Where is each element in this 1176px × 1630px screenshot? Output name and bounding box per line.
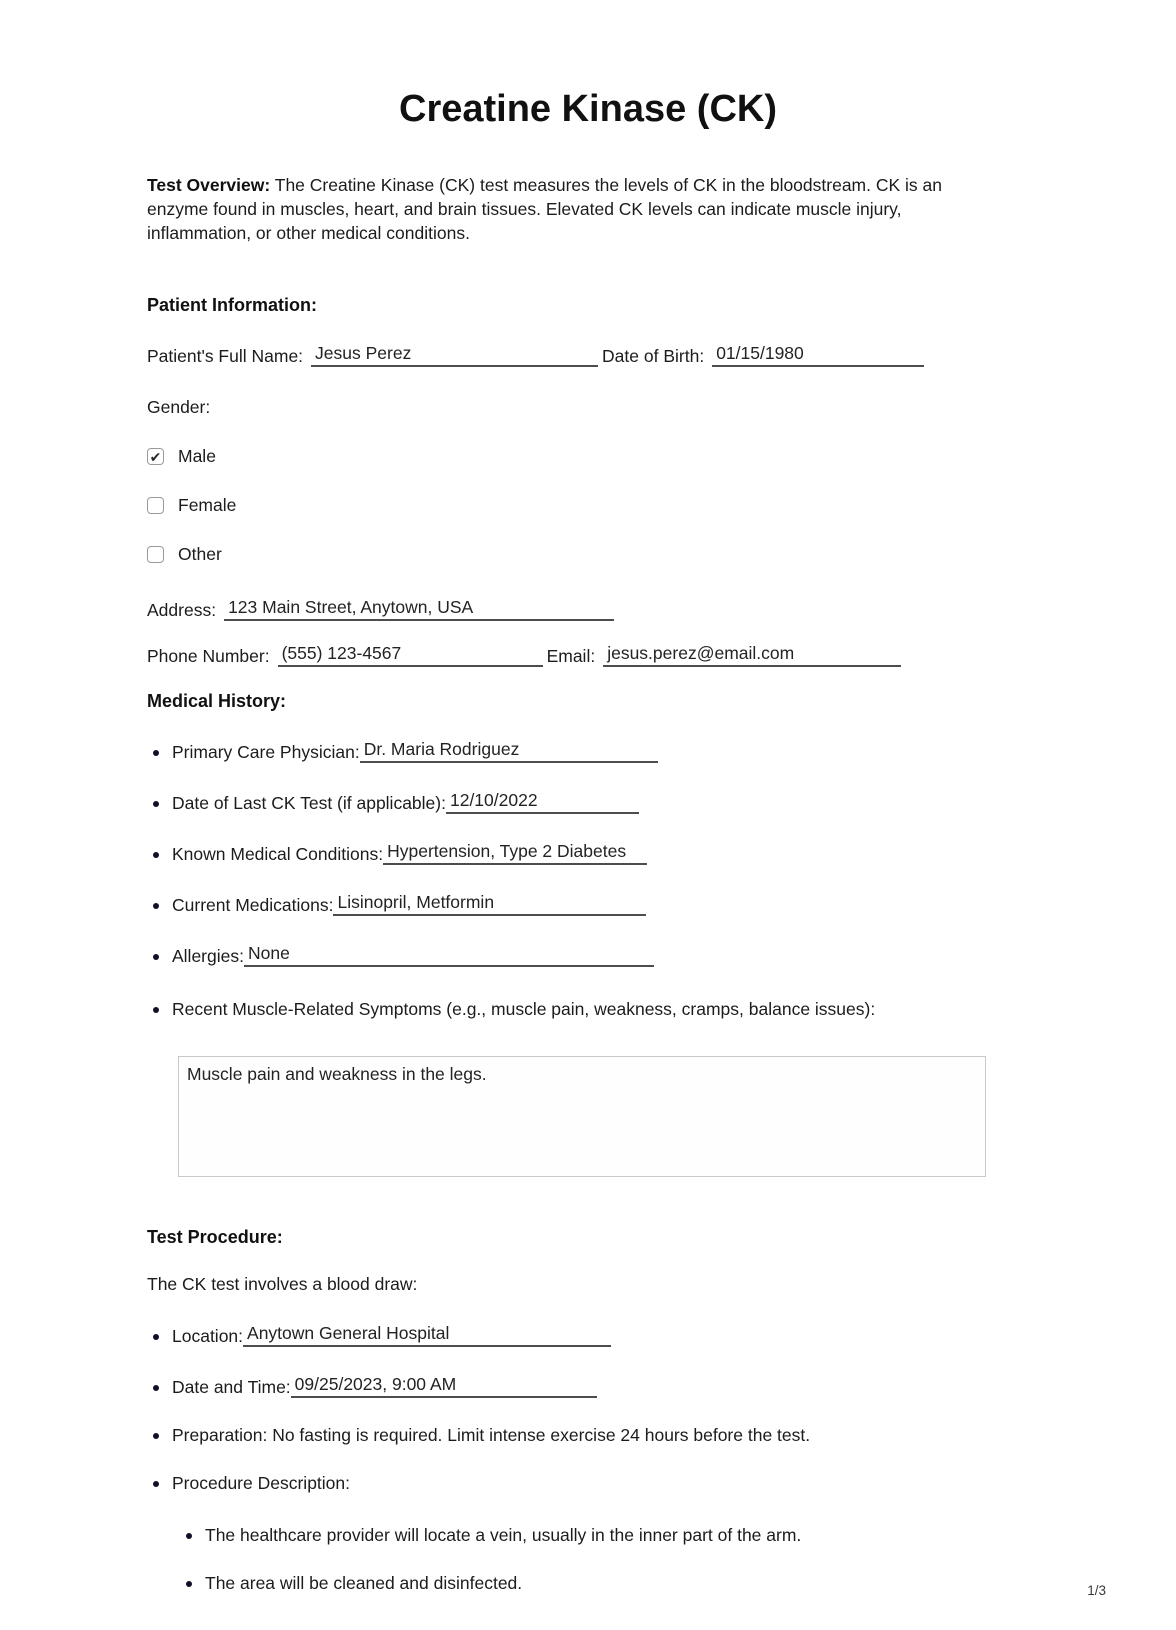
list-item — [180, 1573, 1029, 1594]
phone-label: Phone Number: — [147, 646, 270, 666]
full-name-label: Patient's Full Name: — [147, 346, 304, 366]
list-item — [147, 739, 1029, 763]
page-title: Creatine Kinase (CK) — [399, 88, 777, 130]
procedure-step-text: The area will be cleaned and disinfected. — [205, 1573, 523, 1593]
patient-information-heading: Patient Information: — [147, 295, 317, 315]
female-checkbox[interactable] — [147, 497, 164, 514]
location-field[interactable]: Anytown General Hospital — [243, 1323, 611, 1347]
list-item — [147, 999, 1029, 1020]
phone-email-row — [147, 643, 1029, 667]
male-checkbox[interactable]: ✔ — [147, 448, 164, 465]
name-dob-row — [147, 343, 1029, 367]
bullet-icon — [153, 954, 159, 960]
symptoms-label: Recent Muscle-Related Symptoms (e.g., muscle pain, weakness, cramps, balance issues): — [172, 999, 876, 1019]
bullet-icon — [153, 903, 159, 909]
list-item — [147, 1323, 1029, 1347]
datetime-field[interactable]: 09/25/2023, 9:00 AM — [291, 1374, 597, 1398]
dob-field[interactable]: 01/15/1980 — [712, 343, 924, 367]
bullet-icon — [153, 1433, 159, 1439]
list-item — [147, 943, 1029, 967]
phone-field[interactable]: (555) 123-4567 — [278, 643, 543, 667]
email-label: Email: — [546, 646, 596, 666]
test-overview-paragraph — [147, 173, 992, 245]
gender-option-other[interactable] — [147, 544, 1029, 565]
bullet-icon — [153, 1334, 159, 1340]
address-field[interactable]: 123 Main Street, Anytown, USA — [224, 597, 614, 621]
male-checkbox-label: Male — [178, 446, 216, 466]
location-label: Location: — [172, 1326, 244, 1346]
test-procedure-list — [147, 1323, 1029, 1594]
datetime-label: Date and Time: — [172, 1377, 291, 1397]
bullet-icon — [153, 1481, 159, 1487]
list-item — [147, 841, 1029, 865]
allergies-field[interactable]: None — [244, 943, 654, 967]
list-item — [147, 1425, 1029, 1446]
female-checkbox-label: Female — [178, 495, 237, 515]
bullet-icon — [153, 1385, 159, 1391]
bullet-icon — [153, 852, 159, 858]
gender-option-male[interactable] — [147, 446, 1029, 467]
preparation-text: Preparation: No fasting is required. Limit intense exercise 24 hours before the test. — [172, 1425, 811, 1445]
medical-history-list — [147, 739, 1029, 1020]
test-procedure-intro: The CK test involves a blood draw: — [147, 1274, 418, 1294]
current-medications-field[interactable]: Lisinopril, Metformin — [333, 892, 646, 916]
list-item — [147, 892, 1029, 916]
allergies-label: Allergies: — [172, 946, 244, 966]
test-procedure-heading: Test Procedure: — [147, 1227, 283, 1247]
symptoms-textbox[interactable]: Muscle pain and weakness in the legs. — [178, 1056, 986, 1177]
medical-history-heading: Medical History: — [147, 691, 287, 711]
gender-label: Gender: — [147, 397, 211, 417]
gender-option-female[interactable] — [147, 495, 1029, 516]
bullet-icon — [153, 801, 159, 807]
full-name-field[interactable]: Jesus Perez — [311, 343, 598, 367]
address-label: Address: — [147, 600, 217, 620]
pcp-field[interactable]: Dr. Maria Rodriguez — [360, 739, 658, 763]
procedure-step-text: The healthcare provider will locate a vein, usually in the inner part of the arm. — [205, 1525, 802, 1545]
known-conditions-field[interactable]: Hypertension, Type 2 Diabetes — [383, 841, 647, 865]
bullet-icon — [153, 1007, 159, 1013]
list-item — [147, 790, 1029, 814]
bullet-icon — [186, 1533, 192, 1539]
dob-label: Date of Birth: — [602, 346, 705, 366]
address-row — [147, 597, 1029, 621]
test-overview-text: The Creatine Kinase (CK) test measures the levels of CK in the bloodstream. CK is an enzyme found in muscles, heart, and brain tissues. Elevated CK levels can indicate muscle injury, inflammation, or other medical conditions. — [147, 175, 942, 243]
list-item — [180, 1525, 1029, 1546]
email-field[interactable]: jesus.perez@email.com — [603, 643, 901, 667]
list-item — [147, 1473, 1029, 1494]
page-number: 1/3 — [1087, 1583, 1106, 1598]
last-ck-test-field[interactable]: 12/10/2022 — [446, 790, 639, 814]
bullet-icon — [186, 1581, 192, 1587]
test-overview-label: Test Overview: — [147, 175, 271, 195]
other-checkbox-label: Other — [178, 544, 222, 564]
list-item — [147, 1374, 1029, 1398]
last-ck-test-label: Date of Last CK Test (if applicable): — [172, 793, 446, 813]
known-conditions-label: Known Medical Conditions: — [172, 844, 384, 864]
current-medications-label: Current Medications: — [172, 895, 334, 915]
other-checkbox[interactable] — [147, 546, 164, 563]
bullet-icon — [153, 750, 159, 756]
pcp-label: Primary Care Physician: — [172, 742, 360, 762]
procedure-description-label: Procedure Description: — [172, 1473, 350, 1493]
